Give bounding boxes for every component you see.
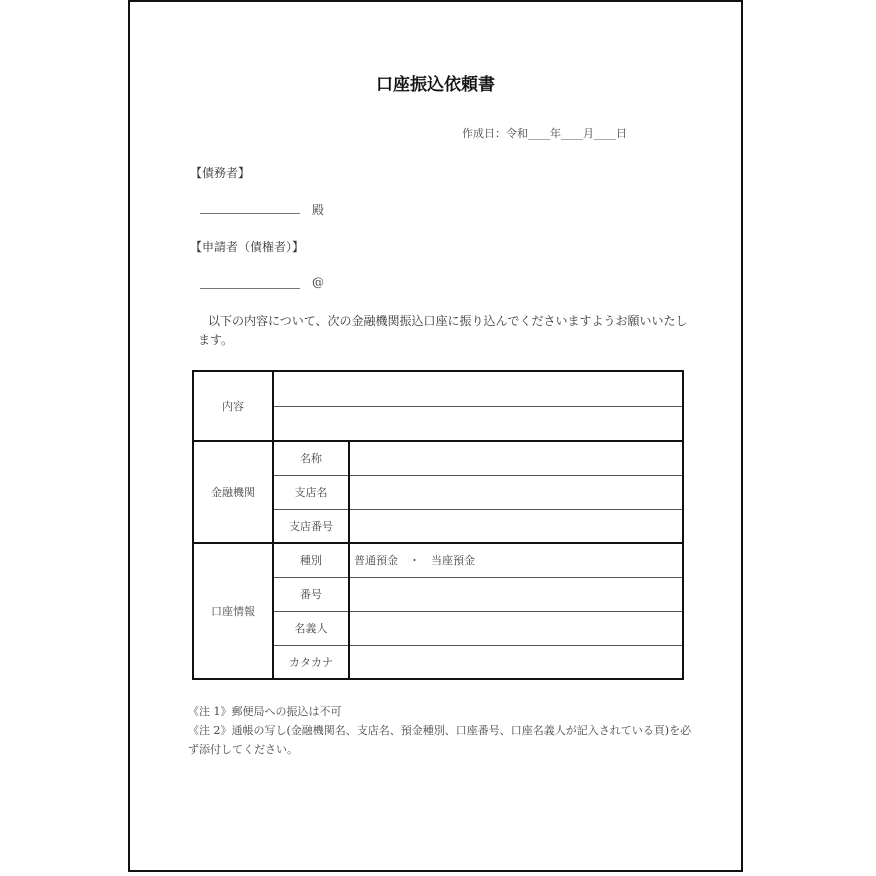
request-text: 以下の内容について、次の金融機関振込口座に振り込んでくださいますようお願いいたします。: [198, 314, 688, 347]
document-page: [128, 0, 743, 872]
account-label: 口座情報: [193, 543, 273, 679]
katakana-field[interactable]: [349, 645, 683, 679]
bank-name-field[interactable]: [349, 441, 683, 475]
debtor-name-field[interactable]: [200, 212, 300, 214]
account-holder-field[interactable]: [349, 611, 683, 645]
transfer-info-table: [192, 370, 684, 680]
creation-date-line: 作成日：令和____年____月____日: [462, 127, 627, 140]
bank-label: 金融機関: [193, 441, 273, 543]
branch-name-label: 支店名: [273, 475, 349, 509]
notes: [188, 702, 698, 759]
account-type-value[interactable]: 普通預金 ・ 当座預金: [349, 543, 683, 577]
katakana-label: カタカナ: [273, 645, 349, 679]
applicant-name-field[interactable]: [200, 287, 300, 289]
debtor-honorific: 殿: [312, 203, 325, 217]
applicant-heading: 【申請者（債権者）】: [190, 240, 305, 254]
seal-mark: @: [312, 275, 324, 289]
bank-name-label: 名称: [273, 441, 349, 475]
debtor-heading: 【債務者】: [190, 166, 251, 180]
branch-name-field[interactable]: [349, 475, 683, 509]
content-label: 内容: [193, 371, 273, 441]
content-field-1[interactable]: [273, 371, 683, 406]
branch-number-label: 支店番号: [273, 509, 349, 543]
account-holder-label: 名義人: [273, 611, 349, 645]
account-number-field[interactable]: [349, 577, 683, 611]
note-2: 《注 2》通帳の写し(金融機関名、支店名、預金種別、口座番号、口座名義人が記入されている頁)を必ず添付してください。: [188, 724, 692, 756]
content-field-2[interactable]: [273, 406, 683, 441]
account-type-label: 種別: [273, 543, 349, 577]
account-number-label: 番号: [273, 577, 349, 611]
document-title: 口座振込依頼書: [376, 75, 495, 95]
branch-number-field[interactable]: [349, 509, 683, 543]
note-1: 《注 1》郵便局への振込は不可: [188, 705, 342, 718]
